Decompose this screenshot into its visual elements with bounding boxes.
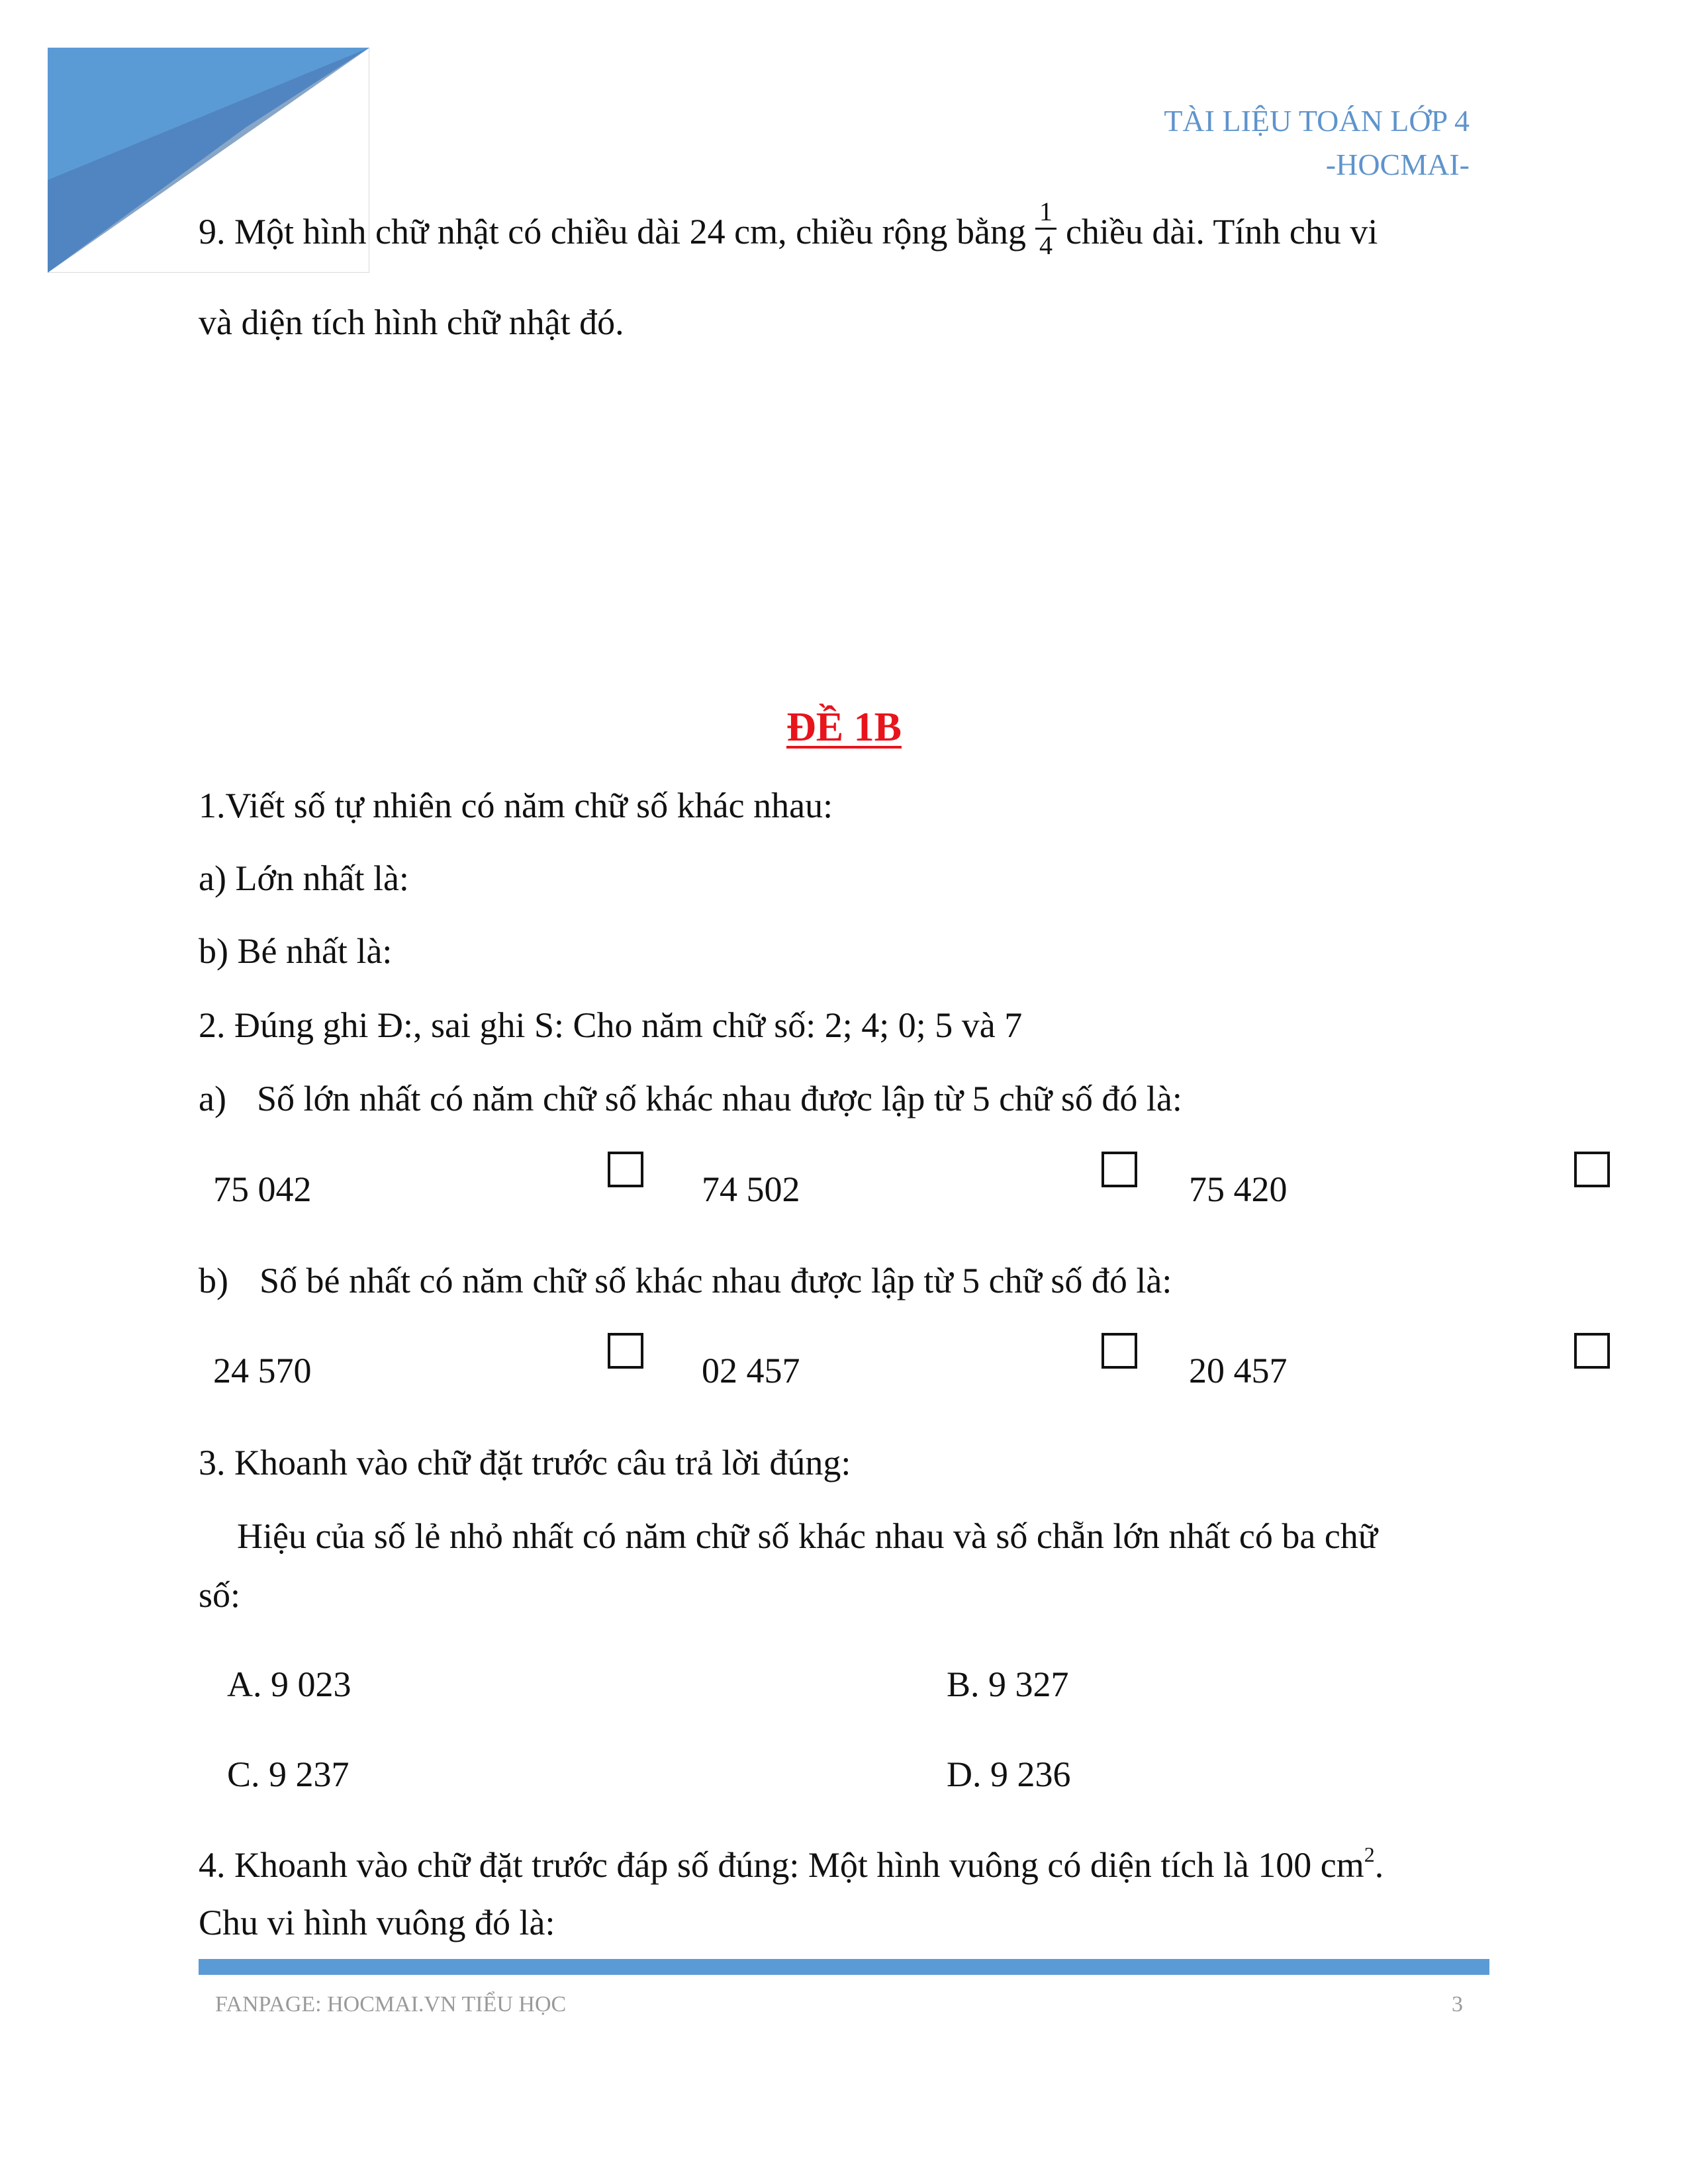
q2-b-option-3: 20 457 [1189,1351,1288,1390]
q2-a-option-1: 75 042 [213,1169,312,1209]
q2-a-checkbox-2[interactable] [1102,1152,1137,1187]
q1-text: 1.Viết số tự nhiên có năm chữ số khác nhau: [199,786,833,825]
q9-fraction-denominator: 4 [1039,230,1053,260]
q2-b-checkbox-3[interactable] [1574,1333,1610,1369]
q2-a-text: Số lớn nhất có năm chữ số khác nhau được lập từ 5 chữ số đó là: [257,1079,1182,1118]
q2-text: 2. Đúng ghi Đ:, sai ghi S: Cho năm chữ số: 2; 4; 0; 5 và 7 [199,1005,1023,1045]
q2-b-checkbox-2[interactable] [1102,1333,1137,1369]
q2-a-checkbox-1[interactable] [608,1152,643,1187]
footer-bar [199,1959,1489,1975]
q3-option-c: C. 9 237 [227,1754,350,1794]
q3-option-a: A. 9 023 [227,1664,352,1704]
footer-fanpage: FANPAGE: HOCMAI.VN TIỂU HỌC [215,1992,567,2017]
q4-line1 [199,1843,1384,1885]
q1-a: a) Lớn nhất là: [199,858,409,898]
q3-option-b: B. 9 327 [947,1664,1069,1704]
q9-fraction-numerator: 1 [1035,199,1056,230]
q2-a-checkbox-3[interactable] [1574,1152,1610,1187]
q2-a-label: a) [199,1079,226,1118]
q2-b-option-2: 02 457 [702,1351,800,1390]
q3-option-d: D. 9 236 [947,1754,1071,1794]
section-title: ĐỀ 1B [786,705,902,750]
q2-b-checkbox-1[interactable] [608,1333,643,1369]
q4-superscript: 2 [1364,1843,1375,1866]
q3-body-line2: số: [199,1575,241,1615]
q2-b-label: b) [199,1261,228,1300]
q2-b-text: Số bé nhất có năm chữ số khác nhau được lập từ 5 chữ số đó là: [259,1261,1172,1300]
q2-b-option-1: 24 570 [213,1351,312,1390]
q9-text-before: 9. Một hình chữ nhật có chiều dài 24 cm, chiều rộng bằng [199,211,1026,251]
q4-period: . [1374,1845,1384,1885]
q3-text: 3. Khoanh vào chữ đặt trước câu trả lời đúng: [199,1443,851,1482]
page-number: 3 [1452,1992,1463,2017]
q4-line2: Chu vi hình vuông đó là: [199,1903,555,1942]
q4-text: 4. Khoanh vào chữ đặt trước đáp số đúng: Một hình vuông có diện tích là 100 cm [199,1845,1364,1885]
q9-fraction [1035,199,1056,259]
q9-line1 [199,197,1378,265]
header-title: TÀI LIỆU TOÁN LỚP 4 [1164,104,1470,138]
q9-line2: và diện tích hình chữ nhật đó. [199,302,624,342]
q3-body-line1: Hiệu của số lẻ nhỏ nhất có năm chữ số khác nhau và số chẵn lớn nhất có ba chữ [237,1516,1378,1556]
q2-a-option-2: 74 502 [702,1169,800,1209]
header-subtitle: -HOCMAI- [1325,148,1470,181]
q2-a-option-3: 75 420 [1189,1169,1288,1209]
q9-text-after: chiều dài. Tính chu vi [1065,211,1378,251]
q1-b: b) Bé nhất là: [199,931,393,971]
